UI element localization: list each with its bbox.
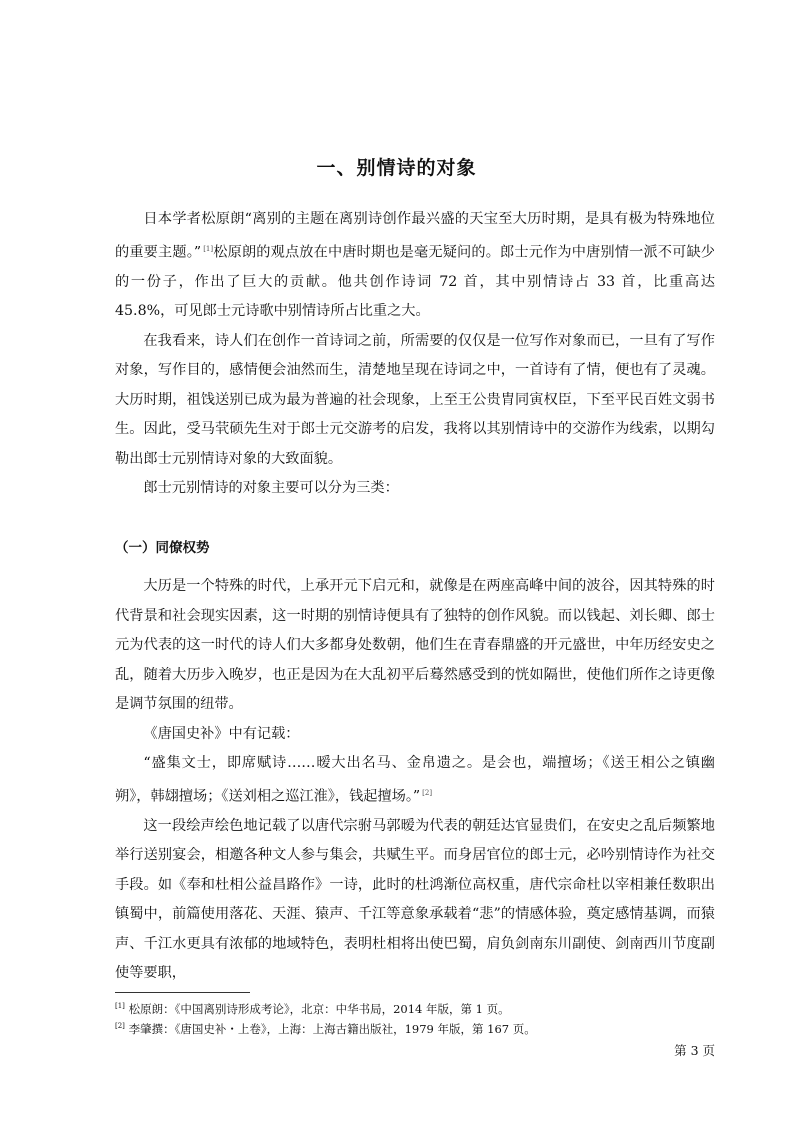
footnote-1-text: 松原朗：《中国离别诗形成考论》，北京：中华书局，2014 年版，第 1 页。 (128, 1001, 510, 1016)
paragraph-1-text-a: 日本学者松原朗“离别的主题在离别诗创作最兴盛的天宝至大历时期，是具有极为特殊地位的重要主题。” (115, 211, 715, 261)
footnote-1 (115, 998, 715, 1018)
footnote-divider (115, 992, 250, 993)
footnotes (115, 998, 715, 1038)
footnote-1-mark: [1] (115, 1002, 125, 1010)
paragraph-5: 《唐国史补》中有记载： (143, 725, 300, 742)
footnote-2 (115, 1018, 715, 1038)
paragraph-1-text-b: 松原朗的观点放在中唐时期也是毫无疑问的。郎士元作为中唐别情一派不可缺少的一份子，作出了巨大的贡献。他共创作诗词 72 首，其中别情诗占 33 首，比重高达 45.8%，可见郎士元诗歌中别情诗所占比重之大。 (115, 244, 715, 320)
paragraph-2: 在我看来，诗人们在创作一首诗词之前，所需要的仅仅是一位写作对象而已，一旦有了写作对象，写作目的，感情便会油然而生，清楚地呈现在诗词之中，一首诗有了情，便也有了灵魂。大历时期，祖饯送别已成为最为普遍的社会现象，上至王公贵胄同寅权臣，下至平民百姓文弱书生。因此，受马茕硕先生对于郎士元交游考的启发，我将以其别情诗中的交游作为线索，以期勾勒出郎士元别情诗对象的大致面貌。 (115, 332, 715, 467)
subsection-heading: （一）同僚权势 (115, 540, 210, 556)
page-number: 第 3 页 (674, 1043, 715, 1058)
section-title: 一、别情诗的对象 (316, 157, 477, 179)
paragraph-6-quote (115, 749, 715, 812)
footnote-2-mark: [2] (115, 1021, 125, 1030)
paragraph-1 (115, 205, 715, 327)
body-text-block-3 (115, 572, 715, 989)
paragraph-3: 郎士元别情诗的对象主要可以分为三类： (143, 480, 399, 497)
footnote-2-text: 李肇撰：《唐国史补・上卷》，上海：上海古籍出版社，1979 年版，第 167 页。 (128, 1021, 536, 1036)
paragraph-6-text: “盛集文士，即席赋诗……暧大出名马、金帛遗之。是会也，端擅场；《送王相公之镇幽朔》，韩翃擅场；《送刘相之巡江淮》，钱起擅场。” (115, 755, 715, 805)
body-text-block-1 (115, 205, 715, 504)
footnote-ref-2[interactable]: [2] (422, 788, 433, 797)
paragraph-4: 大历是一个特殊的时代，上承开元下启元和，就像是在两座高峰中间的波谷，因其特殊的时代背景和社会现实因素，这一时期的别情诗便具有了独特的创作风貌。而以钱起、刘长卿、郎士元为代表的这一时代的诗人们大多都身处数朝，他们生在青春鼎盛的开元盛世，中年历经安史之乱，随着大历步入晚岁，也正是因为在大乱初平后蓦然感受到的恍如隔世，使他们所作之诗更像是调节氛围的纽带。 (115, 578, 715, 712)
paragraph-7: 这一段绘声绘色地记载了以唐代宗驸马郭暧为代表的朝廷达官显贵们，在安史之乱后频繁地举行送别宴会，相邀各种文人参与集会，共赋生平。而身居官位的郎士元，必吟别情诗作为社交手段。如《奉和杜相公益昌路作》一诗，此时的杜鸿渐位高权重，唐代宗命杜以宰相兼任数职出镇蜀中，前篇使用落花、天涯、猿声、千江等意象承载着“悲”的情感体验，奠定感情基调，而猿声、千江水更具有浓郁的地域特色，表明杜相将出使巴蜀，肩负剑南东川副使、剑南西川节度副使等要职， (115, 817, 715, 982)
footnote-ref-1[interactable]: [1] (203, 244, 214, 253)
body-text-block-2 (115, 534, 715, 564)
